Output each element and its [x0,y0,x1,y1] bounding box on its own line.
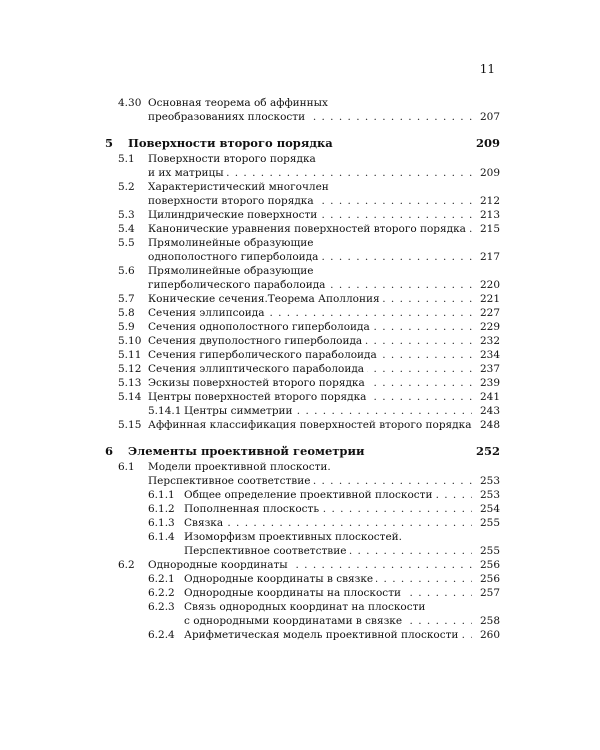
toc-entry[interactable] [0,530,600,558]
toc-entry[interactable] [0,600,600,628]
entry-title-line: однополостного гиперболоида [148,251,321,263]
toc-entry[interactable] [0,222,600,236]
entry-page-number: 255 [477,516,500,530]
entry-number: 6.2.3 [148,601,175,613]
table-of-contents [0,96,600,642]
entry-number: 5.8 [118,307,135,319]
entry-number: 6.1.3 [148,517,175,529]
entry-title-line: Центры поверхностей второго порядка [148,391,369,403]
entry-title-line: Общее определение проективной плоскости [184,489,435,501]
toc-entry[interactable] [0,488,600,502]
toc-chapter-entry[interactable] [0,444,600,458]
toc-entry[interactable] [0,208,600,222]
entry-number: 5.9 [118,321,135,333]
toc-entry[interactable] [0,376,600,390]
toc-entry[interactable] [0,558,600,572]
entry-title-line: Изоморфизм проективных плоскостей. [184,531,403,543]
entry-page-number: 255 [477,544,500,558]
entry-number: 5.2 [118,181,135,193]
entry-title-line: Модели проективной плоскости. [148,461,331,473]
toc-entry[interactable] [0,334,600,348]
entry-title-line: с однородными координатами в связке [184,615,405,627]
entry-number: 5.7 [118,293,135,305]
entry-title-line: Сечения эллиптического параболоида [148,363,367,375]
toc-entry[interactable] [0,180,600,208]
entry-title-line: Сечения двуполостного гиперболоида [148,335,365,347]
entry-number: 5.5 [118,237,135,249]
toc-entry[interactable] [0,628,600,642]
entry-title-line: Однородные координаты [148,559,291,571]
entry-title-line: Канонические уравнения поверхностей второго порядка [148,223,469,235]
entry-title-line: Поверхности второго порядка [128,136,336,150]
entry-title-line: Связка [184,517,226,529]
entry-page-number: 221 [477,292,500,306]
entry-title-line: Прямолинейные образующие [148,265,314,277]
entry-title-line: Связь однородных координат на плоскости [184,601,426,613]
entry-title-line: Поверхности второго порядка [148,153,316,165]
entry-title-line: Перспективное соответствие [148,475,313,487]
entry-title-line: Сечения гиперболического параболоида [148,349,380,361]
entry-title-line: Однородные координаты в связке [184,573,376,585]
entry-title-line: преобразованиях плоскости [148,111,308,123]
entry-title-line: Аффинная классификация поверхностей второго порядка [148,419,472,431]
entry-number: 5.15 [118,419,142,431]
toc-entry[interactable] [0,460,600,488]
entry-number: 5.12 [118,363,142,375]
entry-number: 5.10 [118,335,142,347]
toc-entry[interactable] [0,418,600,432]
entry-number: 6 [105,444,114,458]
entry-title-line: Конические сечения.Теорема Аполлония [148,293,383,305]
entry-page-number: 241 [477,390,500,404]
entry-number: 6.1.1 [148,489,175,501]
entry-title-line: Эскизы поверхностей второго порядка [148,377,368,389]
entry-page-number: 248 [477,418,500,432]
entry-title-line: Сечения однополостного гиперболоида [148,321,373,333]
toc-entry[interactable] [0,292,600,306]
toc-entry[interactable] [0,264,600,292]
entry-page-number: 215 [477,222,500,236]
entry-number: 5.1 [118,153,135,165]
entry-number: 4.30 [118,97,142,109]
entry-page-number: 253 [477,474,500,488]
toc-entry[interactable] [0,390,600,404]
entry-title-line: Перспективное соответствие [184,545,349,557]
toc-entry[interactable] [0,320,600,334]
entry-page-number: 234 [477,348,500,362]
entry-number: 5.14.1 [148,405,182,417]
entry-number: 6.2.4 [148,629,175,641]
entry-title-line: и их матрицы [148,167,227,179]
entry-page-number: 256 [477,558,500,572]
entry-page-number: 239 [477,376,500,390]
entry-page-number: 237 [477,362,500,376]
entry-page-number: 207 [477,110,500,124]
entry-title-line: Характеристический многочлен [148,181,329,193]
entry-page-number: 253 [477,488,500,502]
toc-entry[interactable] [0,362,600,376]
entry-title-line: гиперболического параболоида [148,279,328,291]
entry-page-number: 252 [473,444,500,458]
entry-number: 6.1 [118,461,135,473]
toc-entry[interactable] [0,516,600,530]
entry-number: 5.14 [118,391,142,403]
entry-number: 6.2.2 [148,587,175,599]
toc-entry[interactable] [0,96,600,124]
toc-entry[interactable] [0,502,600,516]
entry-page-number: 256 [477,572,500,586]
entry-title-line: Арифметическая модель проективной плоскости [184,629,461,641]
entry-page-number: 220 [477,278,500,292]
entry-number: 6.1.4 [148,531,175,543]
entry-number: 5.6 [118,265,135,277]
entry-title-line: Пополненная плоскость [184,503,322,515]
toc-entry[interactable] [0,586,600,600]
entry-page-number: 227 [477,306,500,320]
toc-chapter-entry[interactable] [0,136,600,150]
entry-number: 6.2.1 [148,573,175,585]
entry-page-number: 260 [477,628,500,642]
entry-page-number: 209 [477,166,500,180]
entry-page-number: 254 [477,502,500,516]
entry-number: 5.11 [118,349,142,361]
toc-entry[interactable] [0,236,600,264]
entry-page-number: 209 [473,136,500,150]
entry-title-line: поверхности второго порядка [148,195,317,207]
toc-entry[interactable] [0,152,600,180]
toc-entry[interactable] [0,572,600,586]
toc-entry[interactable] [0,404,600,418]
entry-title-line: Цилиндрические поверхности [148,209,320,221]
entry-number: 5.13 [118,377,142,389]
entry-page-number: 257 [477,586,500,600]
page-number: 11 [479,62,495,76]
entry-page-number: 232 [477,334,500,348]
entry-number: 5.4 [118,223,135,235]
entry-page-number: 217 [477,250,500,264]
entry-page-number: 229 [477,320,500,334]
entry-title-line: Сечения эллипсоида [148,307,268,319]
entry-title-line: Прямолинейные образующие [148,237,314,249]
entry-title-line: Элементы проективной геометрии [128,444,368,458]
entry-title-line: Основная теорема об аффинных [148,97,328,109]
entry-title-line: Центры симметрии [184,405,296,417]
entry-page-number: 213 [477,208,500,222]
toc-entry[interactable] [0,348,600,362]
entry-title-line: Однородные координаты на плоскости [184,587,404,599]
entry-number: 5.3 [118,209,135,221]
entry-page-number: 258 [477,614,500,628]
entry-page-number: 243 [477,404,500,418]
entry-number: 6.1.2 [148,503,175,515]
entry-number: 5 [105,136,114,150]
entry-number: 6.2 [118,559,135,571]
toc-entry[interactable] [0,306,600,320]
entry-page-number: 212 [477,194,500,208]
